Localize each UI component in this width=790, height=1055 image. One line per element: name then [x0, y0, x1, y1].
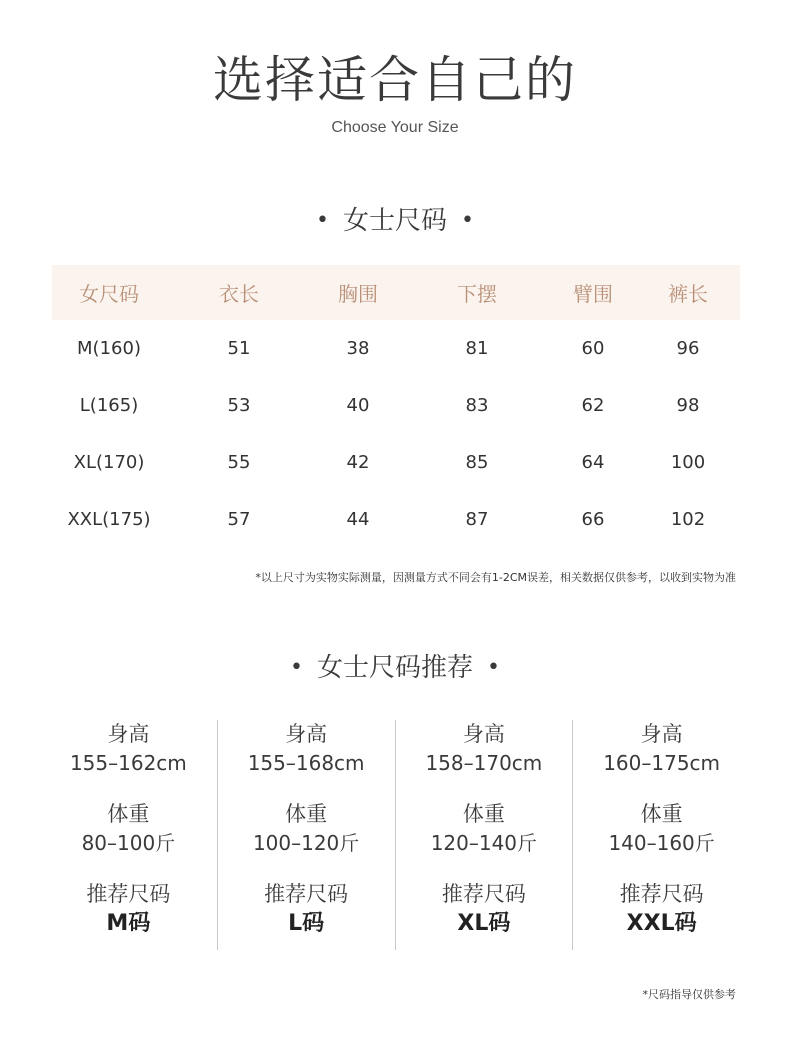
table-cell: 57	[227, 509, 251, 530]
table-cell: 55	[227, 452, 251, 473]
size-label: 推荐尺码	[619, 882, 704, 906]
height-value: 160–175cm	[603, 751, 721, 775]
recommend-card	[40, 720, 217, 950]
weight-value: 80–100斤	[81, 831, 176, 855]
table-cell: 96	[676, 338, 700, 359]
height-value: 158–170cm	[425, 751, 543, 775]
weight-label: 体重	[640, 802, 683, 826]
table-row	[52, 491, 740, 548]
height-value: 155–168cm	[247, 751, 365, 775]
size-section-heading	[0, 200, 790, 237]
recommend-card	[217, 720, 395, 950]
table-row	[52, 377, 740, 434]
table-header-row	[52, 265, 740, 320]
bullet-dot: •	[487, 655, 500, 680]
weight-label: 体重	[462, 802, 505, 826]
table-cell: XXL(175)	[67, 509, 151, 530]
table-cell: 51	[227, 338, 251, 359]
table-cell: 40	[346, 395, 370, 416]
weight-value: 100–120斤	[252, 831, 360, 855]
weight-value: 140–160斤	[608, 831, 715, 855]
weight-label: 体重	[285, 802, 328, 826]
size-label: 推荐尺码	[86, 882, 171, 906]
size-label: 推荐尺码	[264, 882, 349, 906]
table-cell: 83	[465, 395, 489, 416]
recommended-size: L码	[288, 911, 325, 936]
height-label: 身高	[107, 722, 150, 746]
table-cell: 85	[465, 452, 489, 473]
bullet-dot: •	[316, 208, 329, 233]
table-row	[52, 434, 740, 491]
recommend-card	[395, 720, 573, 950]
table-cell: 44	[346, 509, 370, 530]
recommend-grid	[40, 720, 750, 950]
table-cell: 102	[670, 509, 706, 530]
recommended-size: M码	[106, 911, 151, 936]
table-cell: 100	[670, 452, 706, 473]
table-cell: 81	[465, 338, 489, 359]
column-header: 胸围	[338, 282, 378, 306]
table-cell: 87	[465, 509, 489, 530]
recommended-size: XL码	[457, 911, 511, 936]
weight-label: 体重	[107, 802, 150, 826]
recommend-section-heading	[0, 647, 790, 684]
table-cell: 60	[581, 338, 605, 359]
column-header: 衣长	[219, 282, 259, 306]
column-header: 下摆	[457, 282, 497, 306]
weight-value: 120–140斤	[430, 831, 538, 855]
table-cell: XL(170)	[73, 452, 145, 473]
table-cell: 98	[676, 395, 700, 416]
size-section-title: 女士尺码	[342, 206, 447, 236]
height-value: 155–162cm	[69, 751, 187, 775]
measurement-note: *以上尺寸为实物实际测量，因测量方式不同会有1-2CM误差，相关数据仅供参考，以收到实物为准	[255, 571, 736, 584]
table-cell: 38	[346, 338, 370, 359]
table-cell: L(165)	[79, 395, 139, 416]
table-cell: 53	[227, 395, 251, 416]
height-label: 身高	[462, 722, 505, 746]
column-header: 裤长	[668, 282, 708, 306]
page-title: 选择适合自己的	[213, 51, 577, 109]
bullet-dot: •	[290, 655, 303, 680]
column-header: 臂围	[573, 282, 613, 306]
recommended-size: XXL码	[626, 911, 697, 936]
table-cell: 62	[581, 395, 605, 416]
table-cell: 66	[581, 509, 605, 530]
table-row	[52, 320, 740, 377]
recommend-card	[572, 720, 750, 950]
height-label: 身高	[640, 722, 683, 746]
column-header: 女尺码	[79, 282, 139, 306]
table-cell: 42	[346, 452, 370, 473]
bullet-dot: •	[461, 208, 474, 233]
page-subtitle: Choose Your Size	[331, 119, 459, 136]
table-cell: 64	[581, 452, 605, 473]
size-label: 推荐尺码	[441, 882, 526, 906]
height-label: 身高	[285, 722, 328, 746]
size-table	[52, 265, 740, 548]
recommend-section-title: 女士尺码推荐	[316, 653, 473, 683]
table-cell: M(160)	[77, 338, 141, 359]
recommend-note: *尺码指导仅供参考	[642, 988, 736, 1001]
